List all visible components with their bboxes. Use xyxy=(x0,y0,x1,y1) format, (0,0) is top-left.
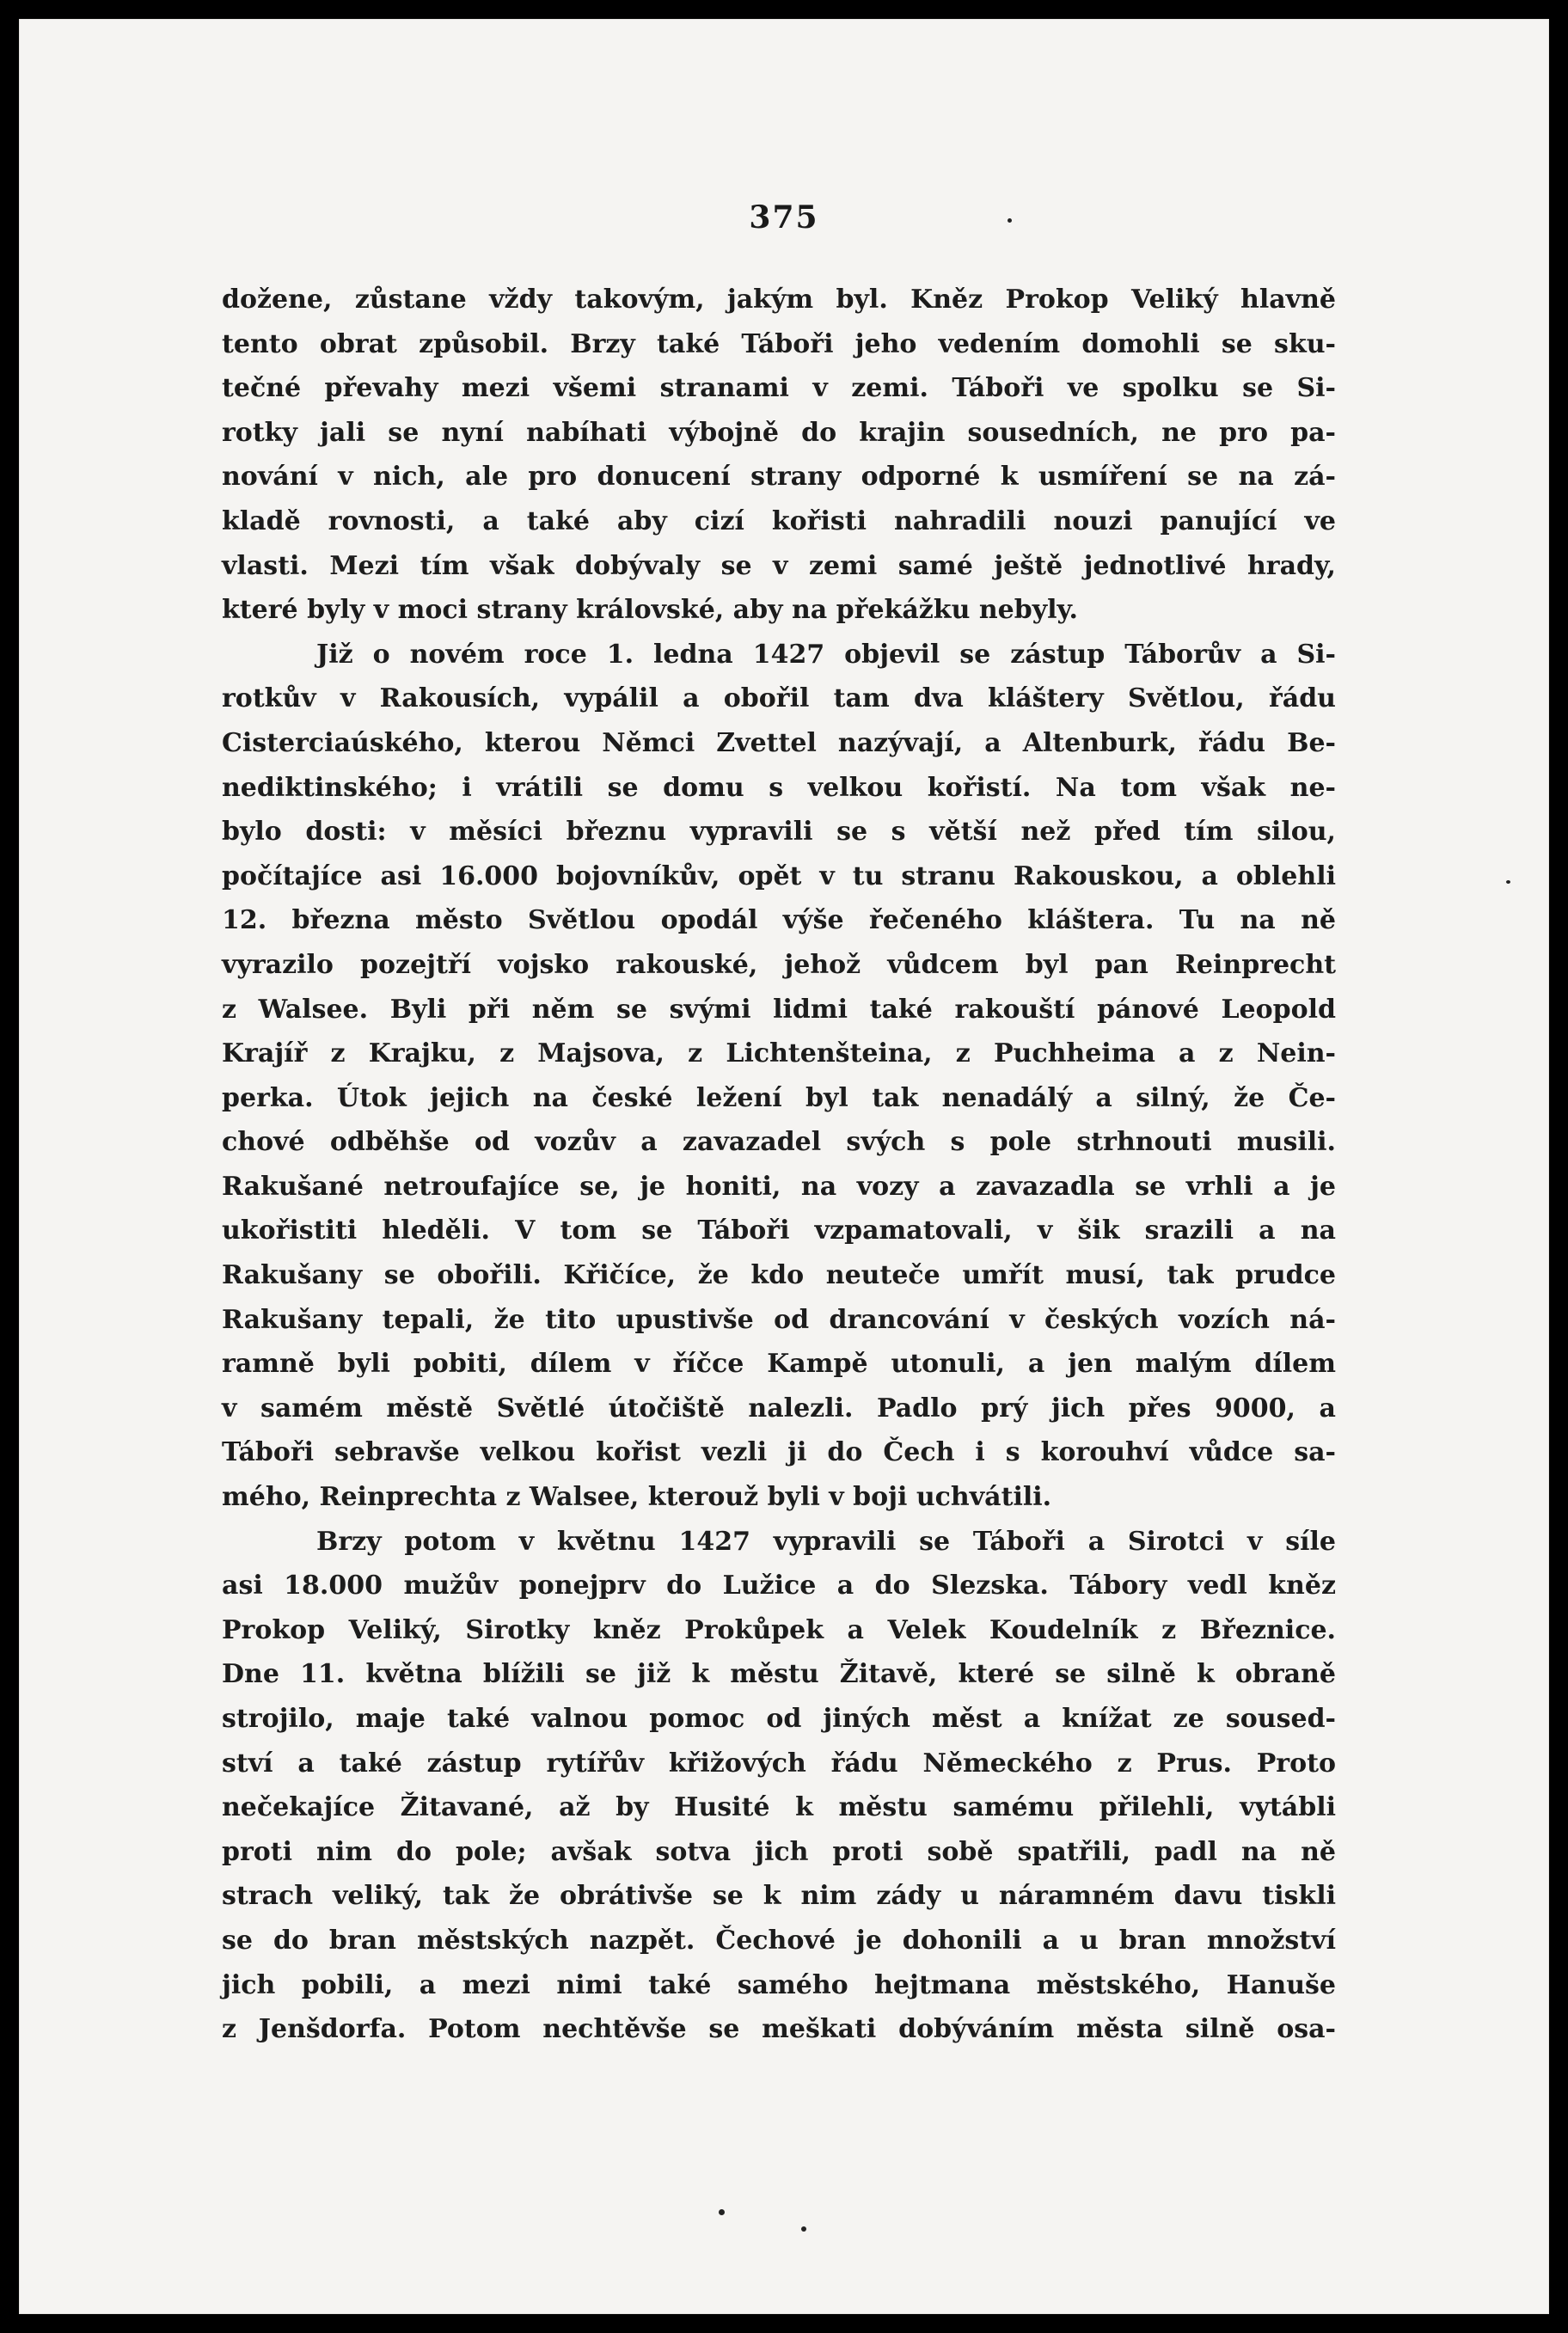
text-line: Již o novém roce 1. ledna 1427 objevil se zástup Táborův a Si- xyxy=(316,639,1336,670)
text-line: chové odběhše od vozův a zavazadel svých s pole strhnouti musili. xyxy=(222,1127,1336,1158)
text-line: nečekajíce Žitavané, až by Husité k městu samému přilehli, vytábli xyxy=(222,1792,1336,1823)
text-line: vlasti. Mezi tím však dobývaly se v zemi samé ještě jednotlivé hrady, xyxy=(222,550,1336,581)
body-text xyxy=(222,278,1336,2052)
text-line: Táboři sebravše velkou kořist vezli ji do Čech i s korouhví vůdce sa- xyxy=(222,1437,1336,1468)
text-line: Rakušany tepali, že tito upustivše od drancování v českých vozích ná- xyxy=(222,1304,1336,1335)
text-line: Rakušany se obořili. Křičíce, že kdo neuteče umřít musí, tak prudce xyxy=(222,1260,1336,1291)
text-line: ukořistiti hleděli. V tom se Táboři vzpamatovali, v šik srazili a na xyxy=(222,1215,1336,1246)
text-line: ramně byli pobiti, dílem v říčce Kampě utonuli, a jen malým dílem xyxy=(222,1349,1336,1380)
text-line: strojilo, maje také valnou pomoc od jiných měst a knížat ze soused- xyxy=(222,1704,1336,1734)
text-line: mého, Reinprechta z Walsee, kterouž byli v boji uchvátili. xyxy=(222,1482,1052,1513)
text-line: Dne 11. května blížili se již k městu Žitavě, které se silně k obraně xyxy=(222,1659,1336,1690)
text-line: rotkův v Rakousích, vypálil a obořil tam dva kláštery Světlou, řádu xyxy=(222,683,1336,714)
text-line: tečné převahy mezi všemi stranami v zemi. Táboři ve spolku se Si- xyxy=(222,373,1336,404)
text-line: z Jenšdorfa. Potom nechtěvše se meškati dobýváním města silně osa- xyxy=(222,2014,1336,2045)
text-line: perka. Útok jejich na české ležení byl tak nenadálý a silný, že Če- xyxy=(222,1082,1336,1113)
text-line: nediktinského; i vrátili se domu s velkou kořistí. Na tom však ne- xyxy=(222,772,1336,803)
scan-speck xyxy=(719,2209,725,2215)
scan-speck xyxy=(801,2226,806,2232)
text-line: bylo dosti: v měsíci březnu vypravili se s větší než před tím silou, xyxy=(222,817,1336,848)
text-line: vyrazilo pozejtří vojsko rakouské, jehož vůdcem byl pan Reinprecht xyxy=(222,949,1336,980)
text-line: tento obrat způsobil. Brzy také Táboři jeho vedením domohli se sku- xyxy=(222,328,1336,359)
text-line: Brzy potom v květnu 1427 vypravili se Táboři a Sirotci v síle xyxy=(316,1526,1336,1557)
text-line: Cisterciaúského, kterou Němci Zvettel nazývají, a Altenburk, řádu Be- xyxy=(222,727,1336,758)
page-number: 375 xyxy=(749,199,819,236)
scan-speck xyxy=(1506,880,1510,884)
text-line: asi 18.000 mužův ponejprv do Lužice a do Slezska. Tábory vedl kněz xyxy=(222,1571,1336,1601)
scan-speck xyxy=(1008,218,1012,223)
text-line: se do bran městských nazpět. Čechové je dohonili a u bran množství xyxy=(222,1925,1336,1956)
text-line: v samém městě Světlé útočiště nalezli. Padlo prý jich přes 9000, a xyxy=(222,1393,1336,1424)
text-line: dožene, zůstane vždy takovým, jakým byl. Kněz Prokop Veliký hlavně xyxy=(222,285,1336,315)
text-line: jich pobili, a mezi nimi také samého hejtmana městského, Hanuše xyxy=(222,1969,1336,2000)
text-line: rotky jali se nyní nabíhati výbojně do krajin sousedních, ne pro pa- xyxy=(222,417,1336,448)
text-line: kladě rovnosti, a také aby cizí kořisti nahradili nouzi panující ve xyxy=(222,505,1336,536)
text-line: strach veliký, tak že obrátivše se k nim zády u náramném davu tiskli xyxy=(222,1881,1336,1912)
book-page xyxy=(19,19,1549,2314)
text-line: ství a také zástup rytířův křižových řádu Německého z Prus. Proto xyxy=(222,1748,1336,1779)
text-line: Krajíř z Krajku, z Majsova, z Lichtenšteina, z Puchheima a z Nein- xyxy=(222,1038,1336,1069)
text-line: které byly v moci strany královské, aby na překážku nebyly. xyxy=(222,595,1078,626)
text-line: Rakušané netroufajíce se, je honiti, na vozy a zavazadla se vrhli a je xyxy=(222,1171,1336,1202)
text-line: z Walsee. Byli při něm se svými lidmi také rakouští pánové Leopold xyxy=(222,994,1336,1025)
text-line: 12. března město Světlou opodál výše řečeného kláštera. Tu na ně xyxy=(222,905,1336,936)
text-line: Prokop Veliký, Sirotky kněz Prokůpek a Velek Koudelník z Březnice. xyxy=(222,1614,1336,1645)
text-line: počítajíce asi 16.000 bojovníkův, opět v tu stranu Rakouskou, a oblehli xyxy=(222,860,1336,891)
text-line: proti nim do pole; avšak sotva jich proti sobě spatřili, padl na ně xyxy=(222,1836,1336,1867)
text-line: nování v nich, ale pro donucení strany odporné k usmíření se na zá- xyxy=(222,462,1336,493)
